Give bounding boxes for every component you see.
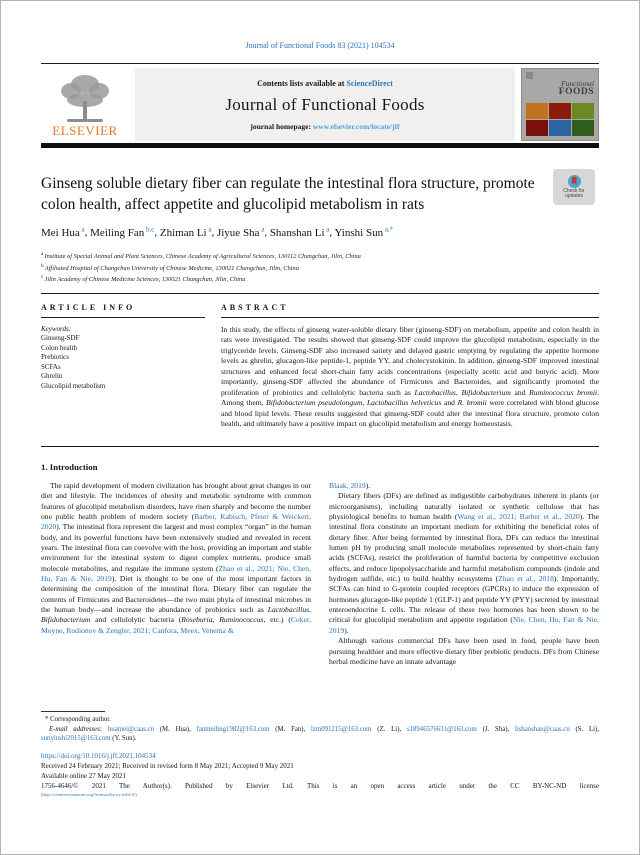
- cover-mosaic-tile: [549, 103, 571, 119]
- body-two-columns: [41, 481, 599, 713]
- citation-link[interactable]: Zhao et al., 2018: [498, 574, 554, 584]
- citation-link[interactable]: fanmeiling1982@163.com: [196, 725, 270, 733]
- text-run: (M. Fan),: [269, 725, 312, 733]
- text-run: , etc.) (: [263, 615, 291, 625]
- keywords-list: [41, 334, 205, 392]
- keyword-item: SCFAs: [41, 362, 61, 371]
- elsevier-tree-icon: [57, 73, 113, 123]
- text-run: and: [510, 387, 530, 397]
- text-run: Dietary fibers (DFs) are defined as indigestible carbohydrates inherent in plants (or microorganisms), including naturally isolated or synthetic cellulose that has physiological benefits to human health (: [329, 491, 599, 522]
- check-updates-label: Check for updates: [563, 187, 585, 199]
- text-run: Although various commercial DFs have been used in food, people have been pursuing healthier and more effective dietary fiber prebiotic products. DFs from Chinese herbal medicine have an innate advantage: [329, 636, 599, 666]
- keyword-item: Colon health: [41, 343, 77, 352]
- affiliation-line: $^c$ Jilin Academy of Chinese Medicine Sciences, 130021 Changchun, Jilin, China: [41, 275, 246, 284]
- affiliation-line: $^a$ Institute of Special Animal and Plant Sciences, Chinese Academy of Agricultural Sciences, 130112 Changchun, Jilin, China: [41, 252, 361, 261]
- citation-link[interactable]: sunyinshi2015@163.com: [41, 735, 111, 743]
- contents-line: [257, 79, 393, 88]
- text-run: (S. Li),: [569, 725, 600, 733]
- homepage-link[interactable]: www.elsevier.com/locate/jff: [312, 121, 400, 131]
- cover-corner-logo: [526, 72, 533, 79]
- text-run: ). Diet is thought to be one of the most important factors in determining the composition of the intestinal flora. Dietary fiber can regulate the contents of Firmicutes and Bacteroidetes—the two main phyla of intestinal microbes in the human body—and increase the abundance of probiotics such as: [41, 574, 311, 615]
- doi-link[interactable]: https://doi.org/10.1016/j.jff.2021.104534: [41, 752, 156, 760]
- author-affiliation-sup: b,c: [144, 225, 155, 233]
- affiliation-line: $^b$ Affiliated Hospital of Changchun University of Chinese Medicine, 130021 Changchun, Jilin, China: [41, 263, 299, 272]
- keyword-item: Ghrelin: [41, 372, 63, 381]
- abstract-bottom-rule: [41, 446, 599, 447]
- banner-center: [135, 68, 515, 141]
- cover-mosaic: [526, 103, 594, 136]
- text-run: ). The intestinal flora represent the largest and most complex “organ” in the human body, and its powerful functions have been extensively studied and revealed in recent years. The intestinal flora can coevolve with the host, providing an important and stable environment for the intestinal system to digest complex nutrients, produce small molecule metabolites, and regulate the immune system (: [41, 522, 311, 573]
- cover-mosaic-tile: [526, 120, 548, 136]
- abstract-heading: ABSTRACT: [221, 303, 289, 312]
- text-run: and: [441, 398, 458, 408]
- email-addresses-line: [41, 725, 599, 744]
- check-updates-icon: [568, 175, 581, 188]
- abstract-column: [221, 303, 599, 430]
- article-info-rule: [41, 317, 205, 318]
- text-run: ).: [365, 481, 371, 490]
- italic-text: E-mail addresses:: [49, 725, 108, 733]
- intro-paragraph-1: [41, 481, 311, 636]
- citation-link[interactable]: Wang et al., 2021; Barber et al., 2020: [457, 512, 580, 522]
- author: Zhiman Li $^a$: [159, 225, 212, 239]
- author: Jiyue Sha $^a$: [216, 225, 265, 239]
- cover-mosaic-tile: [572, 103, 594, 119]
- author: Shanshan Li $^a$: [269, 225, 330, 239]
- citation-link[interactable]: Coker, Moyne, Rodionov & Zengler, 2021; Canfora, Meex, Venema &: [41, 615, 311, 635]
- italic-text: Roseburia, Ruminococcus: [181, 615, 264, 625]
- cover-title: [526, 80, 594, 97]
- author-affiliation-sup: a: [324, 225, 330, 233]
- issn-copyright-line: 1756-4646/© 2021 The Author(s). Published by Elsevier Ltd. This is an open access article under the CC BY-NC-ND license: [41, 782, 599, 790]
- received-dates: Received 24 February 2021; Received in revised form 8 May 2021; Accepted 9 May 2021: [41, 762, 294, 770]
- text-run: (Z. Li),: [371, 725, 407, 733]
- intro-paragraph-1-continuation: [329, 481, 599, 491]
- keyword-item: Glucolipid metabolism: [41, 381, 106, 390]
- available-online: Available online 27 May 2021: [41, 771, 127, 780]
- check-for-updates-badge[interactable]: [553, 169, 595, 205]
- cover-mosaic-tile: [572, 120, 594, 136]
- homepage-line: [250, 122, 399, 131]
- italic-text: Ruminococcus bromii: [529, 387, 598, 397]
- text-run: (J. Sha),: [476, 725, 515, 733]
- italic-text: R. bromii: [457, 398, 487, 408]
- keyword-item: Ginseng-SDF: [41, 334, 80, 342]
- text-run: The rapid development of modern civilization has brought about great changes in our diet and lifestyle. The incidences of obesity and metabolic syndrome with common features of glucolipid metabolism disorders, have risen sharply and become the number one public health problem of modern society (: [41, 481, 311, 522]
- footnote-block: [41, 715, 599, 744]
- cover-title-top: Functional: [561, 79, 594, 88]
- citation-link[interactable]: lishanshan@caas.cn: [514, 725, 570, 733]
- abstract-text: [221, 325, 599, 430]
- article-info-heading: ARTICLE INFO: [41, 303, 136, 312]
- text-run: ). The intestinal flora constitute an important medium for exhibiting the beneficial roles of dietary fiber. After being fermented by intestinal flora, DFs can reduce the intestinal lumen pH by producing small molecule metabolites represented by short-chain fatty acids (SCFAs), restrict the proliferation of harmful bacteria by competitive exclusion effects, and reduce lipopolysaccharide and harmful metabolism compounds (indole and hydrogen sulfide, etc.) to build healthy ecosystems (: [329, 512, 599, 584]
- journal-title: Journal of Functional Foods: [225, 94, 425, 114]
- intro-paragraph-2: [329, 491, 599, 636]
- top-rule: [41, 63, 599, 64]
- introduction-heading: 1. Introduction: [41, 462, 98, 472]
- running-head-citation: Journal of Functional Foods 83 (2021) 104534: [245, 41, 395, 50]
- footnote-rule: [41, 711, 105, 712]
- author: Yinshi Sun $^{a,*}$: [334, 225, 394, 239]
- left-column: [41, 481, 311, 713]
- author-affiliation-sup: a: [259, 225, 265, 233]
- italic-text: Lactobacillus, Bifidobacterium: [41, 605, 311, 625]
- sciencedirect-link[interactable]: ScienceDirect: [346, 78, 393, 88]
- intro-paragraph-3: [329, 636, 599, 667]
- citation-link[interactable]: s18946576631@163.com: [406, 725, 477, 733]
- text-run: ). Importantly, SCFAs can bind to G-protein coupled receptors (GPCRs) to induce the expression of hormones glucagon-like peptide 1 (GLP-1) and peptide YY (PYY) secreted by intestinal enteroendocrine L cells. The release of these two hormones has been shown to be critical for glucolipid metabolism and appetite regulation (: [329, 574, 599, 625]
- text-run: . Among them,: [221, 387, 599, 408]
- right-column: [329, 481, 599, 713]
- abstract-rule: [221, 317, 599, 318]
- corresponding-author-note: * Corresponding author.: [45, 716, 111, 723]
- author-affiliation-sup: a: [206, 225, 212, 233]
- info-abstract-section: [41, 303, 599, 430]
- italic-text: Lactobacillus, Bifidobacterium: [414, 387, 511, 397]
- cover-mosaic-tile: [526, 103, 548, 119]
- author-affiliation-sup: a,*: [383, 225, 394, 233]
- citation-link[interactable]: lzm091215@163.com: [311, 725, 372, 733]
- affiliation-list: [41, 250, 361, 285]
- text-run: were correlated with blood glucose and blood lipid levels. These results suggested that ginseng-SDF could alter the intestinal flora structure, promote colon health, and ultimately have a positive impact on glucolipid metabolism and energy homeostasis.: [221, 398, 600, 429]
- citation-link[interactable]: Nie, Chen, Hu, Fan & Nie, 2019: [329, 615, 599, 635]
- text-run: (M. Hua),: [153, 725, 197, 733]
- author-affiliation-sup: a: [79, 225, 85, 233]
- italic-text: Bifidobacterium pseudolongum, Lactobacillus helveticus: [266, 398, 442, 408]
- keyword-item: Prebiotics: [41, 353, 69, 362]
- citation-link[interactable]: Zhao et al., 2021; Nie, Chen, Hu, Fan & Nie, 2019: [41, 563, 311, 584]
- article-title: Ginseng soluble dietary fiber can regulate the intestinal flora structure, promote colon health, affect appetite and glucolipid metabolism in rats: [41, 175, 535, 213]
- keywords-label: Keywords:: [41, 325, 72, 333]
- text-run: In this study, the effects of ginseng water-soluble dietary fiber (ginseng-SDF) on metabolism, appetite and colon health in rats were investigated. The results showed that ginseng-SDF could improve the glucolipid metabolism, especially in the triglyceride levels. Ginseng-SDF also increased satiety and delayed gastric emptying by regulating the appetite hormone levels as ghrelin, glucagon-like peptide-1, peptide YY, and cholecystokinin. In addition, ginseng-SDF improved intestinal structures and enhanced fecal short-chain fatty acids concentrations (especially acetic acid and butyric acid). More importantly, ginseng-SDF affected the abundance of Firmicutes and Bacteroides, and significantly promoted the proliferation of probiotics and cellulolytic bacteria such as: [221, 325, 599, 397]
- citation-link[interactable]: Barber, Kabisch, Pfeier & Weickert, 2020: [41, 512, 311, 532]
- text-run: and cellulolytic bacteria (: [90, 615, 182, 625]
- author: Mei Hua $^a$: [41, 225, 85, 239]
- contents-prefix: Contents lists available at: [257, 78, 347, 88]
- homepage-label: journal homepage:: [250, 121, 313, 131]
- elsevier-wordmark: ELSEVIER: [52, 123, 118, 138]
- elsevier-logo[interactable]: [41, 68, 129, 141]
- author-list: Mei Hua $^a$, Meiling Fan $^{b,c}$, Zhiman Li $^a$, Jiyue Sha $^a$, Shanshan Li $^a$, Yinshi Sun $^{a,*}$: [41, 225, 394, 239]
- journal-banner: [41, 68, 599, 141]
- author: Meiling Fan $^{b,c}$: [90, 225, 155, 239]
- text-run: ).: [344, 625, 349, 635]
- article-info-column: [41, 303, 205, 430]
- license-url-link[interactable]: (http://creativecommons.org/licenses/by-nc-nd/4.0/).: [41, 792, 138, 797]
- header-divider-bar: [41, 143, 599, 148]
- cover-title-bottom: FOODS: [558, 86, 594, 97]
- citation-link[interactable]: huamei@caas.cn: [107, 725, 154, 733]
- journal-cover-thumbnail[interactable]: [521, 68, 599, 141]
- cover-mosaic-tile: [549, 120, 571, 136]
- title-block-rule: [41, 293, 599, 294]
- text-run: (Y. Sun).: [110, 735, 137, 743]
- citation-link[interactable]: Blaak, 2019: [329, 481, 366, 490]
